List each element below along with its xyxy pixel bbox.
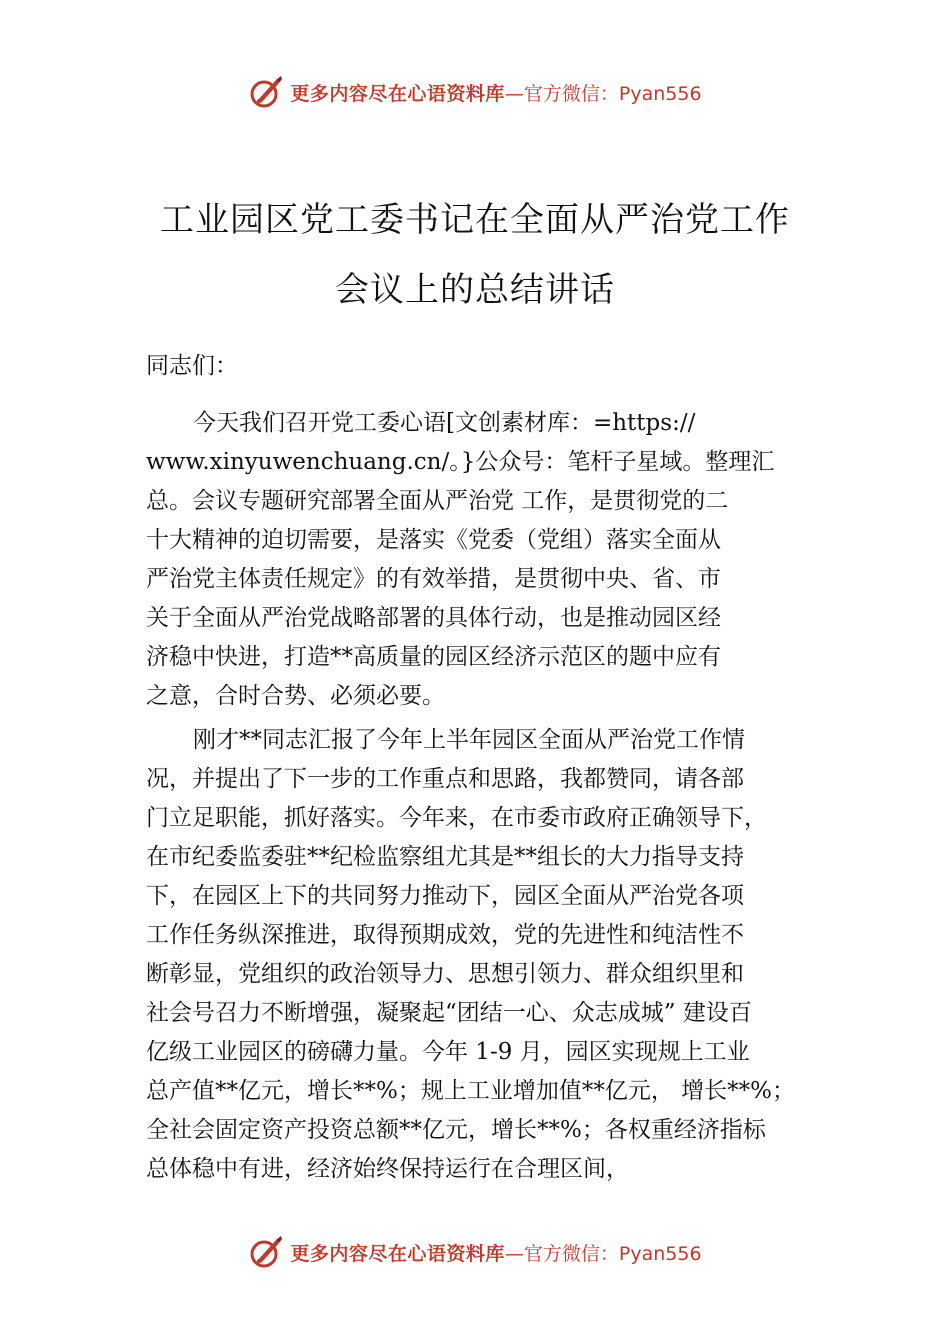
header-banner bbox=[0, 72, 950, 112]
banner-wechat-text: —官方微信：Pyan556 bbox=[504, 1242, 702, 1265]
body-line: 今天我们召开党工委心语[文创素材库：=https:// bbox=[193, 410, 696, 436]
pen-logo-icon bbox=[248, 1234, 284, 1270]
body-line: 严治党主体责任规定》的有效举措，是贯彻中央、省、市 bbox=[146, 566, 721, 592]
body-line: 之意，合时合势、必须必要。 bbox=[146, 683, 445, 709]
pen-logo-icon bbox=[248, 74, 284, 110]
document-title-line-1: 工业园区党工委书记在全面从严治党工作 bbox=[160, 200, 790, 240]
body-line: 关于全面从严治党战略部署的具体行动，也是推动园区经 bbox=[146, 605, 721, 631]
banner-main-text: 更多内容尽在心语资料库 bbox=[290, 1242, 505, 1265]
body-line: www.xinyuwenchuang.cn/。}公众号：笔杆子星域。整理汇 bbox=[146, 449, 775, 475]
body-line: 济稳中快进，打造**高质量的园区经济示范区的题中应有 bbox=[146, 644, 721, 670]
body-line: 总。会议专题研究部署全面从严治党 工作，是贯彻党的二 bbox=[146, 488, 729, 514]
greeting: 同志们： bbox=[146, 353, 238, 379]
body-line: 门立足职能，抓好落实。今年来，在市委市政府正确领导下， bbox=[146, 805, 767, 831]
body-line: 总产值**亿元，增长**%；规上工业增加值**亿元， 增长**%； bbox=[146, 1078, 796, 1104]
body-line: 亿级工业园区的磅礴力量。今年 1-9 月，园区实现规上工业 bbox=[146, 1039, 750, 1065]
body-line: 在市纪委监委驻**纪检监察组尤其是**组长的大力指导支持 bbox=[146, 844, 744, 870]
body-line: 况，并提出了下一步的工作重点和思路，我都赞同，请各部 bbox=[146, 766, 744, 792]
body-line: 下，在园区上下的共同努力推动下，园区全面从严治党各项 bbox=[146, 883, 744, 909]
banner-main-text: 更多内容尽在心语资料库 bbox=[290, 82, 505, 105]
body-line: 断彰显，党组织的政治领导力、思想引领力、群众组织里和 bbox=[146, 961, 744, 987]
body-line: 全社会固定资产投资总额**亿元，增长**%；各权重经济指标 bbox=[146, 1117, 766, 1143]
document-title-line-2: 会议上的总结讲话 bbox=[335, 270, 615, 310]
body-line: 总体稳中有进，经济始终保持运行在合理区间， bbox=[146, 1156, 629, 1182]
body-line: 刚才**同志汇报了今年上半年园区全面从严治党工作情 bbox=[193, 727, 745, 753]
banner-wechat-text: —官方微信：Pyan556 bbox=[504, 82, 702, 105]
body-line: 社会号召力不断增强，凝聚起“团结一心、众志成城” 建设百 bbox=[146, 1000, 752, 1026]
body-line: 十大精神的迫切需要，是落实《党委（党组）落实全面从 bbox=[146, 527, 721, 553]
footer-banner bbox=[0, 1232, 950, 1272]
body-line: 工作任务纵深推进，取得预期成效，党的先进性和纯洁性不 bbox=[146, 922, 744, 948]
